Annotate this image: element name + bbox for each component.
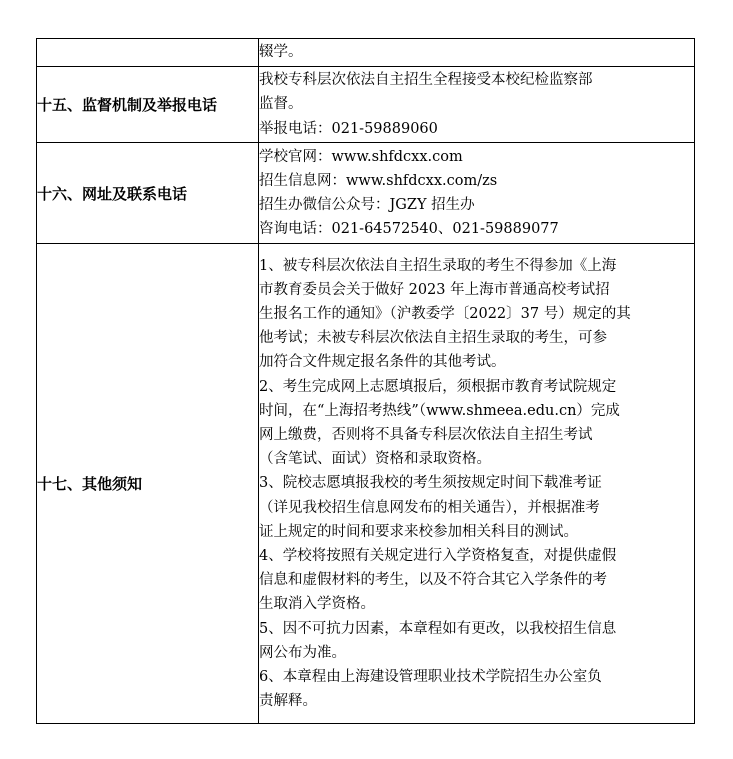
text-line: 监督。: [259, 96, 303, 113]
text-line: 咨询电话：021-64572540、021-59889077: [259, 221, 559, 238]
row-heading: 十五、监督机制及举报电话: [37, 67, 259, 143]
row-content: [259, 67, 695, 143]
text-line: 6、本章程由上海建设管理职业技术学院招生办公室负: [259, 669, 602, 686]
text-line: 5、因不可抗力因素，本章程如有更改，以我校招生信息: [259, 620, 617, 637]
table-row: [37, 244, 695, 724]
text-line: 1、被专科层次依法自主招生录取的考生不得参加《上海: [259, 257, 617, 274]
text-line: 招生办微信公众号：JGZY 招生办: [259, 197, 475, 213]
text-line: 辍学。: [259, 44, 303, 61]
text-line: 生报名工作的通知》（沪教委学〔2022〕37 号）规定的其: [259, 305, 631, 322]
row-content: [259, 39, 695, 67]
notice-paragraph: [259, 617, 694, 665]
text-line: 加符合文件规定报名条件的其他考试。: [259, 354, 506, 371]
text-line: 时间，在“上海招考热线”（www.shmeea.edu.cn）完成: [259, 402, 620, 419]
notice-paragraph: [259, 471, 694, 544]
document-table: [36, 38, 695, 724]
notice-paragraph: [259, 375, 694, 472]
text-line: 学校官网：www.shfdcxx.com: [259, 148, 463, 165]
notice-paragraph: [259, 665, 694, 713]
text-line: 招生信息网：www.shfdcxx.com/zs: [259, 172, 498, 189]
row-content: [259, 143, 695, 244]
text-line: （详见我校招生信息网发布的相关通告），并根据准考: [259, 499, 600, 516]
text-line: 网上缴费，否则将不具备专科层次依法自主招生考试: [259, 426, 593, 443]
row-heading: 十七、其他须知: [37, 244, 259, 724]
notice-paragraph: [259, 254, 694, 375]
text-line: 3、院校志愿填报我校的考生须按规定时间下载准考证: [259, 475, 602, 492]
text-line: 举报电话：021-59889060: [259, 120, 438, 137]
text-line: 市教育委员会关于做好 2023 年上海市普通高校考试招: [259, 281, 610, 298]
text-line: 4、学校将按照有关规定进行入学资格复查，对提供虚假: [259, 548, 617, 564]
text-line: 我校专科层次依法自主招生全程接受本校纪检监察部: [259, 72, 593, 89]
notice-paragraph: [259, 544, 694, 617]
table-row: [37, 143, 695, 244]
row-heading: 十六、网址及联系电话: [37, 143, 259, 244]
row-heading: [37, 39, 259, 67]
text-line: 网公布为准。: [259, 644, 346, 661]
text-line: 2、考生完成网上志愿填报后，须根据市教育考试院规定: [259, 378, 617, 395]
text-line: （含笔试、面试）资格和录取资格。: [259, 451, 491, 468]
text-line: 证上规定的时间和要求来校参加相关科目的测试。: [259, 523, 578, 540]
text-line: 责解释。: [259, 693, 317, 710]
table-row: [37, 39, 695, 67]
text-line: 生取消入学资格。: [259, 596, 375, 613]
text-line: 信息和虚假材料的考生，以及不符合其它入学条件的考: [259, 572, 607, 589]
row-content: [259, 244, 695, 724]
table-row: [37, 67, 695, 143]
text-line: 他考试；未被专科层次依法自主招生录取的考生，可参: [259, 330, 607, 347]
